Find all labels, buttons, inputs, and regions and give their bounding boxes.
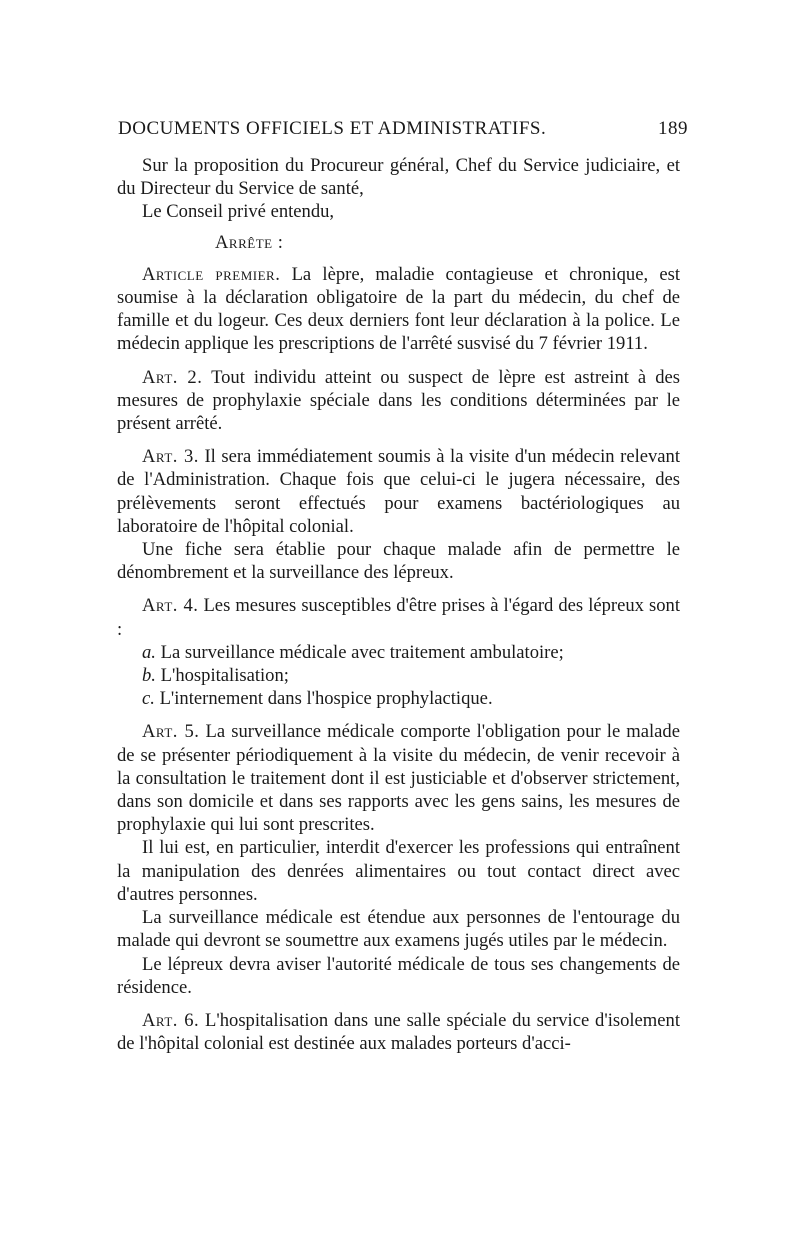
article-3-label: Art. 3. — [142, 446, 199, 468]
article-4 — [117, 594, 680, 640]
article-3-paragraph-2: Une fiche sera établie pour chaque malade afin de permettre le dénombrement et la surveillance des lépreux. — [117, 539, 680, 584]
article-3-text: Il sera immédiatement soumis à la visite d'un médecin relevant de l'Administration. Chaque fois que celui-ci le jugera nécessaire, des prélèvements seront effectués pour examens bactériologiques au laboratoire de l'hôpital colonial. — [117, 446, 680, 537]
article-5-text: La surveillance médicale comporte l'obligation pour le malade de se présenter périodiquement à la visite du médecin, de venir recevoir à la consultation le traitement dont il est justiciable et d'observer strictement, dans son domicile et dans ses rapports avec les gens sains, les mesures de prophylaxie qui lui sont prescrites. — [117, 721, 680, 836]
running-title: DOCUMENTS OFFICIELS ET ADMINISTRATIFS. — [118, 118, 547, 139]
article-2-text: Tout individu atteint ou suspect de lèpre est astreint à des mesures de prophylaxie spéciale dans les conditions déterminées par le présent arrêté. — [117, 366, 680, 435]
article-4-text: Les mesures susceptibles d'être prises à l'égard des lépreux sont : — [117, 595, 680, 640]
article-2 — [117, 366, 680, 436]
article-5-label: Art. 5. — [142, 721, 200, 743]
article-5-paragraph-2: Il lui est, en particulier, interdit d'exercer les professions qui entraînent la manipulation des denrées alimentaires ou tout contact direct avec d'autres personnes. — [117, 837, 680, 905]
page-number: 189 — [658, 118, 688, 139]
preamble-council: Le Conseil privé entendu, — [142, 201, 335, 223]
article-5-paragraph-3: La surveillance médicale est étendue aux personnes de l'entourage du malade qui devront se soumettre aux examens jugés utiles par le médecin. — [117, 907, 680, 952]
item-letter: c. — [142, 688, 155, 710]
document-body — [117, 154, 680, 1055]
item-text: L'internement dans l'hospice prophylactique. — [159, 688, 493, 710]
item-text: L'hospitalisation; — [160, 665, 289, 687]
article-1-label: Article premier. — [142, 263, 281, 285]
arrete-heading: Arrête : — [215, 231, 284, 253]
article-5-paragraph-4: Le lépreux devra aviser l'autorité médicale de tous ses changements de résidence. — [117, 953, 680, 998]
article-4-item-a — [117, 641, 680, 664]
article-4-item-b — [117, 664, 680, 687]
article-2-label: Art. 2. — [142, 366, 203, 388]
article-1 — [117, 263, 680, 356]
article-4-item-c — [117, 687, 680, 710]
article-3 — [117, 445, 680, 538]
article-6 — [117, 1009, 680, 1055]
preamble-paragraph: Sur la proposition du Procureur général, Chef du Service judiciaire, et du Directeur du Service de santé, — [117, 155, 680, 200]
item-text: La surveillance médicale avec traitement ambulatoire; — [160, 641, 564, 663]
article-4-label: Art. 4. — [142, 595, 199, 617]
article-5 — [117, 720, 680, 836]
article-6-text: L'hospitalisation dans une salle spéciale du service d'isolement de l'hôpital colonial est destinée aux malades porteurs d'acci- — [117, 1009, 680, 1055]
running-header — [118, 118, 688, 140]
article-1-text: La lèpre, maladie contagieuse et chronique, est soumise à la déclaration obligatoire de la part du médecin, du chef de famille et du logeur. Ces deux derniers font leur déclaration à la police. Le médecin applique les prescriptions de l'arrêté susvisé du 7 février 1911. — [117, 263, 680, 355]
article-6-label: Art. 6. — [142, 1009, 200, 1031]
item-letter: a. — [142, 641, 156, 663]
item-letter: b. — [142, 665, 156, 687]
